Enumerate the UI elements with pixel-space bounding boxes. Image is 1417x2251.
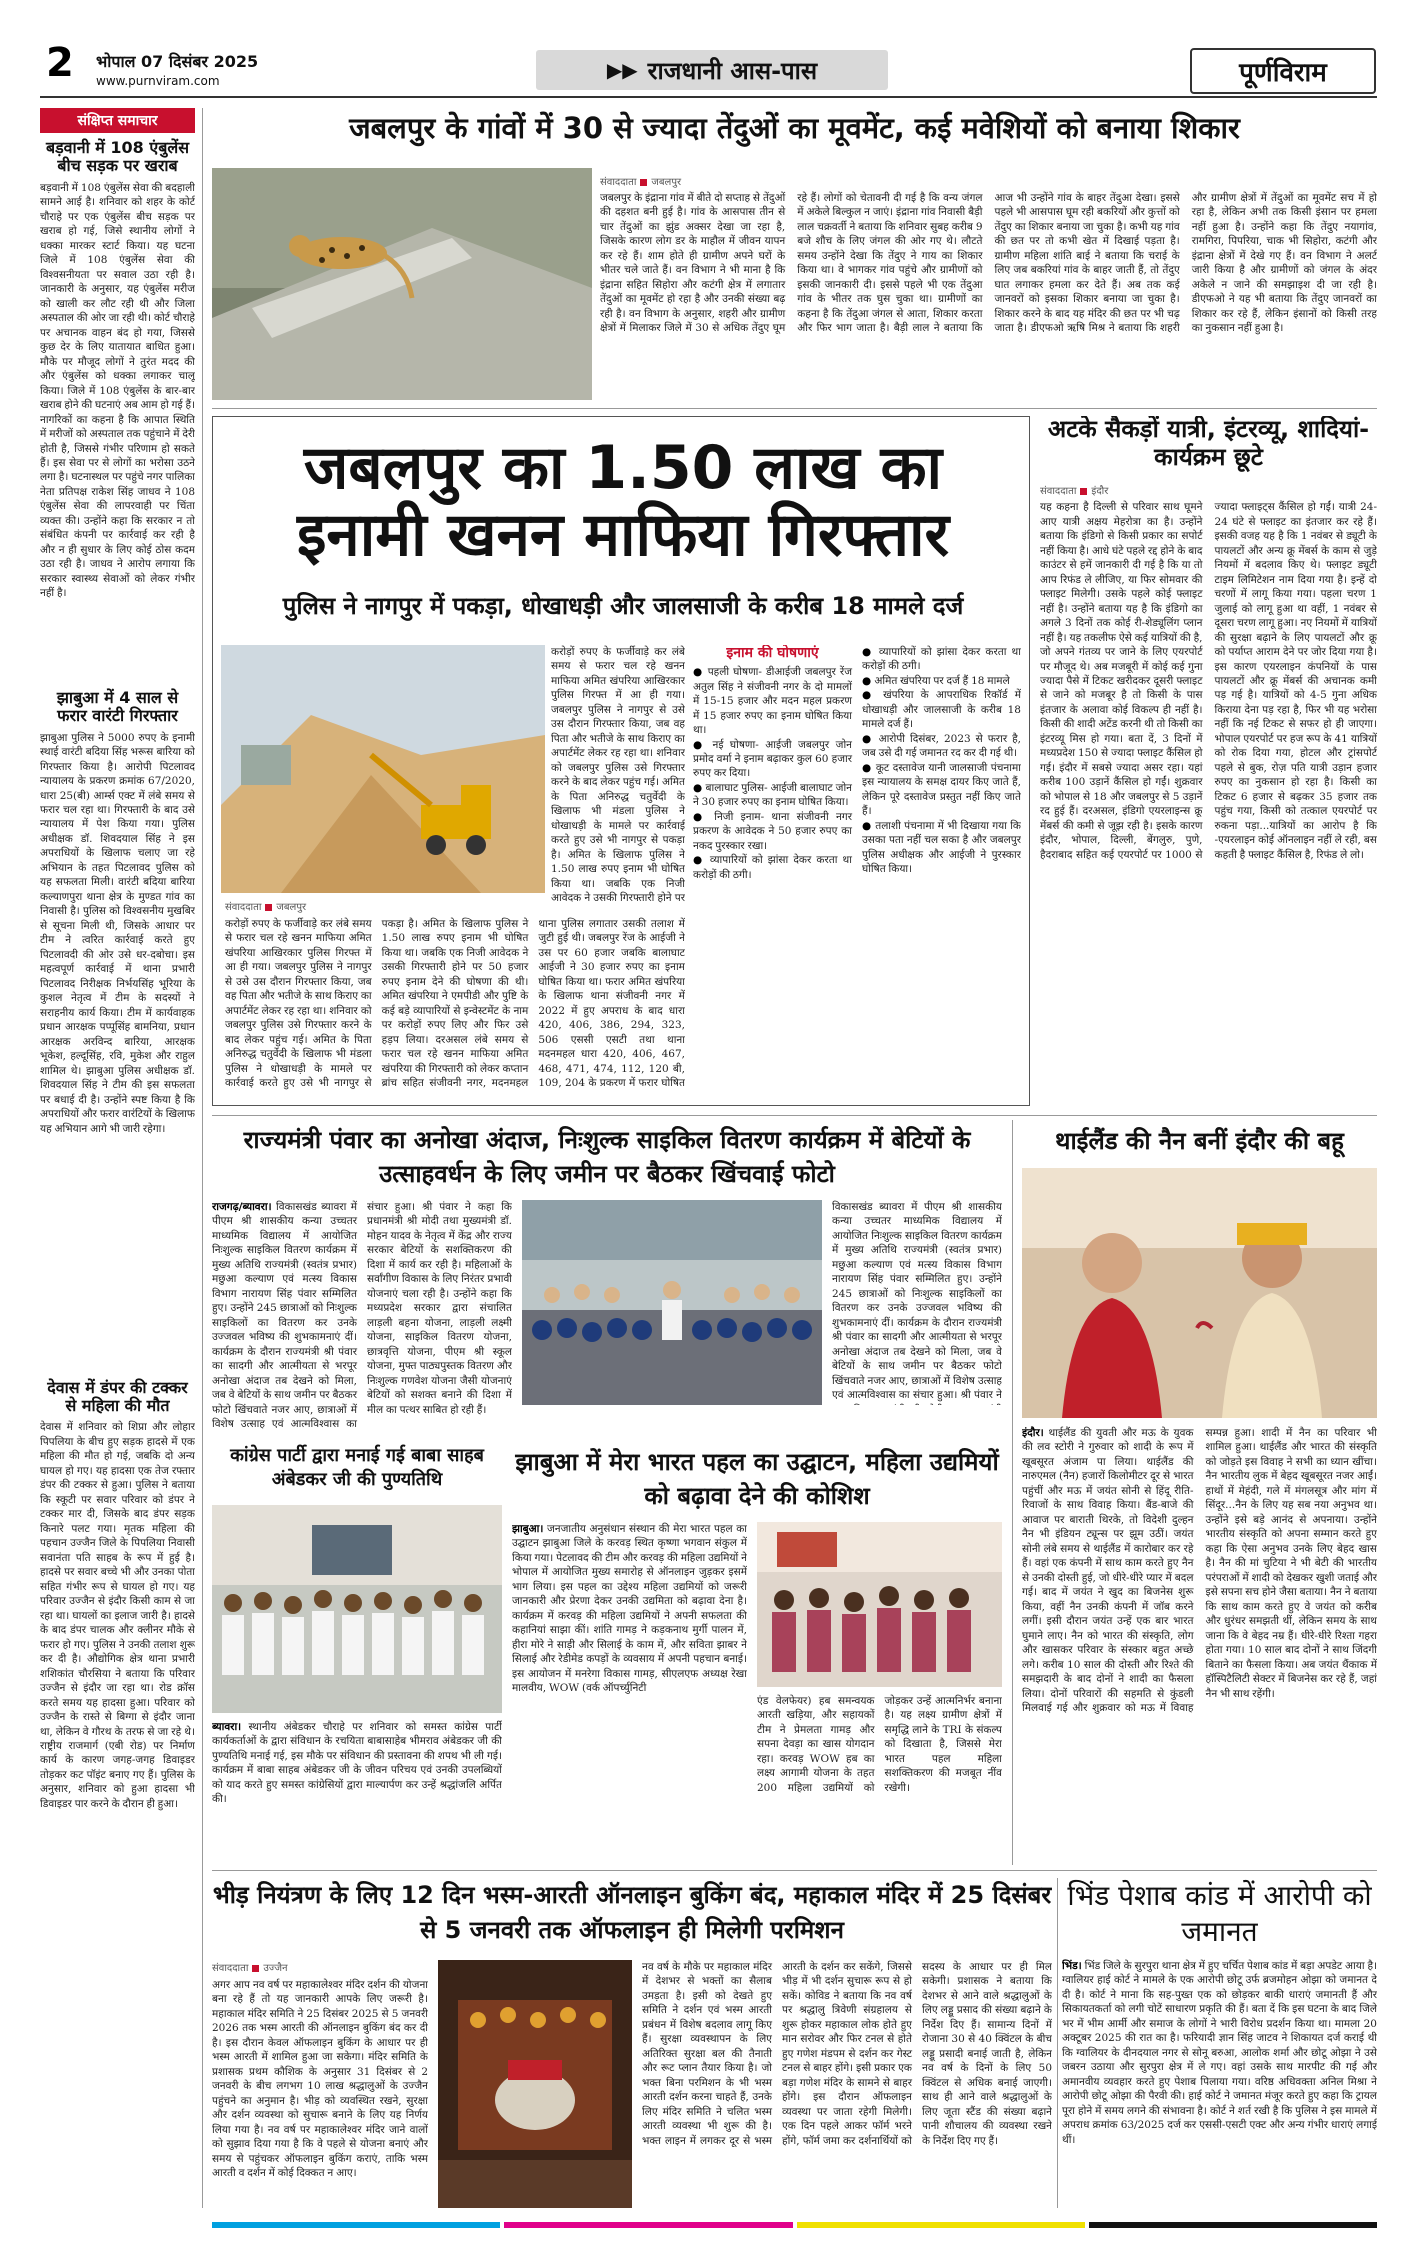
mahakal-byline: संवाददाता उज्जैन	[212, 1963, 288, 1974]
rule-3	[212, 1870, 1377, 1871]
cycle-article	[212, 1200, 1002, 1440]
mahakal-temple-illustration	[438, 1960, 632, 2208]
bhind-dateline: भिंड।	[1062, 1959, 1082, 1972]
wedding-photo	[1022, 1168, 1377, 1418]
mining-photo	[221, 645, 545, 893]
jhabua-headline: झाबुआ में मेरा भारत पहल का उद्घाटन, महिला उद्यमियों को बढ़ावा देने की कोशिश	[515, 1448, 999, 1510]
brief-1-title: बड़वानी में 108 एंबुलेंस बीच सड़क पर खराब	[45, 138, 190, 176]
jhabua-article	[512, 1522, 1002, 1862]
ambedkar-dateline: ब्यावरा।	[212, 1721, 242, 1733]
cycle-dateline: राजगढ़/ब्यावरा।	[212, 1201, 272, 1213]
mahakal-photo	[438, 1960, 632, 2208]
brief-news-sidebar	[40, 108, 195, 2208]
cycle-body-right: विकासखंड ब्यावरा में पीएम श्री शासकीय कन्या उच्चतर माध्यमिक विद्यालय में आयोजित निःशुल्क साइकिल वितरण कार्यक्रम में मुख्य अतिथि राज्यमंत्री (स्वतंत्र प्रभार) मछुआ कल्याण एवं मत्स्य विकास विभाग नारायण सिंह पंवार सम्मिलित हुए। उन्होंने 245 छात्राओं को निःशुल्क साइकिलों का वितरण कर उनके उज्जवल भविष्य की शुभकामनाएं दीं। कार्यक्रम के दौरान राज्यमंत्री श्री पंवार का सादगी और आत्मीयता से भरपूर अनोखा अंदाज तब देखने को मिला, जब वे बेटियों के साथ जमीन पर बैठकर फोटो खिंचवाते नजर आए, छात्राओं में विशेष उत्साह एवं आत्मविश्वास का संचार हुआ। श्री पंवार ने	[832, 1201, 1002, 1402]
logo-text: पूर्णविराम	[1239, 58, 1327, 88]
ambedkar-headline: कांग्रेस पार्टी द्वारा मनाई गई बाबा साहब अंबेडकर जी की पुण्यतिथि	[230, 1445, 484, 1491]
bhind-headline: भिंड पेशाब कांड में आरोपी को जमानत	[1067, 1879, 1372, 1949]
jhabua-photo	[757, 1522, 1002, 1687]
mining-illustration	[221, 645, 545, 893]
thai-body: इंदौर। थाईलैंड की युवती और मऊ के युवक की लव स्टोरी ने गुरुवार को शादी के रूप में खूबसूरत अंजाम पा लिया। थाईलैंड की नारुएमल (नैन) हजारों किलोमीटर दूर से भारत पहुंचीं और मऊ में जयंत सोनी से हिंदू रीति-रिवाजों के साथ विवाह किया। बैंड-बाजे की आवाज पर बाराती थिरके, तो विदेशी दुल्हन नैन भी इंडियन ट्यून्स पर झूम उठीं। जयंत सोनी लंबे समय से थाईलैंड में कारोबार कर रहे हैं। वहां एक कंपनी में साथ काम करते हुए नैन से उनकी दोस्ती हुई, जो धीरे-धीरे प्यार में बदल गई। बाद में जयंत ने खुद का बिजनेस शुरू किया, वहीं नैन उनकी कंपनी में जॉब करने लगीं। इसी दौरान जयंत उन्हें एक बार भारत घुमाने लाए। नैन को भारत की संस्कृति, लोग और खासकर परिवार के संस्कार बहुत अच्छे लगे। करीब 10 साल की दोस्ती और रिश्ते की समझदारी के बाद दोनों ने शादी का फैसला लिया। दोनों परिवारों की सहमति से कुंडली मिलवाई गई और शुक्रवार को मऊ में विवाह सम्पन्न हुआ। शादी में नैन का परिवार भी शामिल हुआ। थाईलैंड और भारत की संस्कृति को जोड़ते इस विवाह ने सभी का ध्यान खींचा। नैन भारतीय लुक में बेहद खूबसूरत नजर आईं। हाथों में मेहंदी, गले में मंगलसूत्र और मांग में सिंदूर...नैन के लिए यह सब नया अनुभव था। उन्होंने इसे बड़े आनंद से अपनाया। उन्होंने भारतीय संस्कृति को अपना सम्मान करते हुए कहा कि ऐसा अनुभव उनके लिए बेहद खास है। नैन की मां चुटिया ने भी बेटी की भारतीय परंपराओं में शादी को देखकर खुशी जताई और इसे सपना सच होने जैसा बताया। नैन ने बताया कि साथ काम करते हुए वे जयंत को करीब और धुरंधर समझती थीं, लेकिन समय के साथ जाना कि वे बेहद नम्र हैं। धीरे-धीरे रिश्ता गहरा होता गया। 10 साल बाद दोनों ने साथ जिंदगी बिताने का फैसला किया। अब जयंत थैंकाक में हॉस्पिटैलिटी सेक्टर में बिजनेस कर रहे हैं, जहां नैन भी साथ रहेंगी।	[1022, 1427, 1377, 1715]
thai-divider	[1012, 1120, 1013, 1865]
reward-item: ● आरोपी दिसंबर, 2023 से फरार है, जब उसे दी गई जमानत रद कर दी गई थी।	[862, 732, 1021, 760]
leopard-byline: संवाददाता जबलपुर	[600, 177, 682, 188]
flight-body: यह कहना है दिल्ली से परिवार साथ घूमने आए यात्री अक्षय मेहरोत्रा का है। उन्होंने बताया कि इंडिगो से किसी प्रकार का सपोर्ट नहीं किया है। आधे घंटे पहले रद्द होने के बाद काउंटर से हमें जानकारी दी गई है कि या तो आप रिफंड ले लीजिए, या फिर सोमवार की फ्लाइट मिलेगी। उसके पहले कोई फ्लाइट नहीं है। उन्होंने बताया यह है कि इंडिगो का अगले 3 दिनों तक कोई री-शेड्यूलिंग प्लान नहीं है। यह तकलीफ ऐसे कई यात्रियों की है, जो अपने गंतव्य पर जाने के लिए एयरपोर्ट पर मौजूद थे। अब मजबूरी में कोई कई गुना ज्यादा पैसे में टिकट खरीदकर दूसरी फ्लाइट से जाने को मजबूर है तो किसी के पास इंतजार के अलावा कोई विकल्प ही नहीं है। किसी की शादी अटेंड करनी थी तो किसी का इंटरव्यू मिस हो गया। बता दें, 3 दिनों में मध्यप्रदेश 150 से ज्यादा फ्लाइट कैंसिल हो गई। इंदौर में सबसे ज्यादा असर रहा। यहां करीब 100 उड़ानें कैंसिल हो गईं। शुक्रवार को भोपाल से 18 और जबलपुर से 5 उड़ानें रद हुई हैं। दरअसल, इंडिगो एयरलाइन्स क्रू मेंबर्स की कमी से जूझ रही है। इसके कारण इंदौर, भोपाल, दिल्ली, बेंगलुरु, पुणे, हैदराबाद सहित कई एयरपोर्ट पर 1000 से ज्यादा फ्लाइट्स कैंसिल हो गईं। यात्री 24-24 घंटे से फ्लाइट का इंतजार कर रहे हैं। इसकी वजह यह है कि 1 नवंबर से ड्यूटी के पायलटों और अन्य क्रू मेंबर्स के काम से जुड़े नियमों में बदलाव किए थे। फ्लाइट ड्यूटी टाइम लिमिटेशन नाम दिया गया है। इन्हें दो चरणों में लागू किया गया। पहला चरण 1 जुलाई को लागू हुआ था वहीं, 1 नवंबर से दूसरा चरण लागू हुआ। नए नियमों में यात्रियों की सुरक्षा बढ़ाने के लिए पायलटों और क्रू को पर्याप्त आराम देने पर जोर दिया गया है। इस कारण एयरलाइन कंपनियों के पास पायलटों और क्रू मेंबर्स की अचानक कमी पड़ गई है। यात्रियों को 4-5 गुना अधिक किराया देना पड़ रहा है, फिर भी यह भरोसा नहीं कि नई टिकट से सफर हो ही जाएगा। भोपाल एयरपोर्ट पर हज रूप के 41 यात्रियों को रोक दिया गया, होटल और ट्रांसपोर्ट पहले से बुक, रोज़ पति यात्री उड़ान हजार रुपए का नुकसान हो रहा है। किसी का टिकट 6 हजार से बढ़कर 35 हजार तक पहुंच गया, किसी को तत्काल एयरपोर्ट पर रुकना पड़ा...यात्रियों का आरोप है कि -एयरलाइन कोई ऑनलाइन नहीं ले रही, बस कहती है फ्लाइट कैंसिल है, रिफंड ले लो।	[1040, 501, 1377, 861]
mafia-box	[212, 416, 1030, 1106]
magenta-mark	[504, 2222, 792, 2228]
wedding-illustration	[1022, 1168, 1377, 1418]
ambedkar-body: ब्यावरा। स्थानीय अंबेडकर चौराहे पर शनिवार को समस्त कांग्रेस पार्टी कार्यकर्ताओं के द्वारा संविधान के रचयिता बाबासाहेब भीमराव अंबेडकर जी की पुण्यतिथि मनाई गई, इस मौके पर संविधान की प्रस्तावना की शपथ भी ली गई। कार्यक्रम में बाबा साहब अंबेडकर जी के जीवन परिचय एवं उनकी उपलब्धियों को याद करते हुए समस्त कांग्रेसियों द्वारा माल्यार्पण कर उन्हें श्रद्धांजलि अर्पित की।	[212, 1721, 502, 1806]
rule-2	[212, 1115, 1377, 1116]
mafia-byline: संवाददाता जबलपुर	[225, 902, 307, 913]
jhabua-dateline: झाबुआ।	[512, 1523, 544, 1535]
masthead	[0, 0, 1417, 100]
reward-item: ● पहली घोषणा- डीआईजी जबलपुर रेंज अतुल सिंह ने संजीवनी नगर के दो मामलों में 15-15 हजार और मदन महल प्रकरण में 15 हजार रुपए का इनाम घोषित किया था।	[693, 666, 852, 737]
cycle-body-left: राजगढ़/ब्यावरा। विकासखंड ब्यावरा में पीएम श्री शासकीय कन्या उच्चतर माध्यमिक विद्यालय में आयोजित निःशुल्क साइकिल वितरण कार्यक्रम में मुख्य अतिथि राज्यमंत्री (स्वतंत्र प्रभार) मछुआ कल्याण एवं मत्स्य विकास विभाग नारायण सिंह पंवार सम्मिलित हुए। उन्होंने 245 छात्राओं को निःशुल्क साइकिलों का वितरण कर उनके उज्जवल भविष्य की शुभकामनाएं दीं। कार्यक्रम के दौरान राज्यमंत्री श्री पंवार का सादगी और आत्मीयता से भरपूर अनोखा अंदाज तब देखने को मिला, जब वे बेटियों के साथ जमीन पर बैठकर फोटो खिंचवाते नजर आए, छात्राओं में विशेष उत्साह एवं आत्मविश्वास का संचार हुआ। श्री पंवार ने कहा कि प्रधानमंत्री श्री मोदी तथा मुख्यमंत्री डॉ. मोहन यादव के नेतृत्व में केंद्र और राज्य सरकार बेटियों के सशक्तिकरण की दिशा में कार्य कर रही है। महिलाओं के सर्वांगीण विकास के लिए निरंतर प्रभावी योजनाएं चला रही है। उन्होंने कहा कि मध्यप्रदेश सरकार द्वारा संचालित लाड़ली बहना योजना, लाड़ली लक्ष्मी योजना, साइकिल वितरण योजना, छात्रवृत्ति योजना, पीएम श्री स्कूल योजना, मुफ्त पाठ्यपुस्तक वितरण और निःशुल्क गणवेश योजना जैसी योजनाएं बेटियों को सशक्त बनाने की दिशा में मील का पत्थर साबित हो रही हैं।	[212, 1201, 512, 1431]
black-mark	[1089, 2222, 1377, 2228]
brief-1-body: बड़वानी में 108 एंबुलेंस सेवा की बदहाली सामने आई है। शनिवार को शहर के कोर्ट चौराहे पर एक एंबुलेंस बीच सड़क पर खराब हो गई, जिसे स्थानीय लोगों ने धक्का मारकर स्टार्ट किया। यह घटना जिले में 108 एंबुलेंस सेवा की विश्वसनीयता पर सवाल उठा रही है। जानकारी के अनुसार, यह एंबुलेंस मरीज को खाली कर लौट रही थी और जिला अस्पताल की ओर जा रही थी। कोर्ट चौराहे पर अचानक वाहन बंद हो गया, जिससे कुछ देर के लिए यातायात बाधित हुआ। मौके पर मौजूद लोगों ने तुरंत मदद की और एंबुलेंस को धक्का लगाकर चालू किया। जिले में 108 एंबुलेंस के बार-बार खराब होने की घटनाएं अब आम हो गई हैं। नागरिकों का कहना है कि आपात स्थिति में मरीजों को अस्पताल तक पहुंचाने में देरी होती है, जिससे गंभीर परिणाम हो सकते हैं। इस सेवा पर से लोगों का भरोसा उठने लगा है। घटनास्थल पर पहुंचे नगर पालिका नेता प्रतिपक्ष राकेश सिंह जाधव ने 108 एंबुलेंस सेवा की लापरवाही पर चिंता व्यक्त की। उन्होंने कहा कि सरकार न तो संबंधित कंपनी पर कार्रवाई कर रही है और न ही सुधार के लिए कोई ठोस कदम उठा रही है। जाधव ने आरोप लगाया कि सरकार स्वास्थ्य सेवाओं को लेकर गंभीर नहीं है।	[40, 181, 195, 600]
reward-item: ● तलाशी पंचनामा में भी दिखाया गया कि उसका पता नहीं चल सका है और जबलपुर पुलिस अधीक्षक और आईजी ने पुरस्कार घोषित किया।	[862, 819, 1021, 876]
section-banner	[536, 50, 888, 90]
reward-item: ● व्यापारियों को झांसा देकर करता था करोड़ों की ठगी।	[862, 646, 1021, 673]
mafia-headline: जबलपुर का 1.50 लाख का इनामी खनन माफिया गिरफ्तार	[296, 433, 950, 571]
mafia-body-right: करोड़ों रुपए के फर्जीवाड़े कर लंबे समय से फरार चल रहे खनन माफिया अमित खंपरिया आखिरकार पुलिस गिरफ्त में आ ही गया। जबलपुर पुलिस ने नागपुर से उसे उस दौरान गिरफ्तार किया, जब वह पिता और भतीजे के साथ किराए का अपार्टमेंट लेकर रह रहा था। शनिवार को जबलपुर पुलिस उसे गिरफ्तार करने के बाद लेकर पहुंच गई। अमित के पिता अनिरुद्ध चतुर्वेदी के खिलाफ भी मंडला पुलिस ने धोखाधड़ी के मामले पर कार्रवाई करते हुए उसे भी नागपुर से पकड़ा है। अमित के खिलाफ पुलिस ने 1.50 लाख रुपए इनाम भी घोषित किया था। जबकि एक निजी आवेदक ने उसकी गिरफ्तारी होने पर	[551, 646, 685, 905]
reward-item: ● नई घोषणा- आईजी जबलपुर जोन प्रमोद वर्मा ने इनाम बढ़ाकर कुल 60 हजार रुपए कर दिया।	[693, 738, 852, 780]
reward-item: ● निजी इनाम- थाना संजीवनी नगर प्रकरण के आवेदक ने 50 हजार रुपए का नकद पुरस्कार रखा।	[693, 810, 852, 852]
leopard-photo	[212, 168, 592, 400]
print-registration-bar	[212, 2222, 1377, 2228]
mahakal-article	[212, 1960, 1052, 2210]
flight-headline: अटके सैकड़ों यात्री, इंटरव्यू, शादियां-कार्यक्रम छूटे	[1047, 416, 1370, 471]
page-number: 2	[46, 40, 74, 86]
leopard-headline: जबलपुर के गांवों में 30 से ज्यादा तेंदुओं का मूवमेंट, कई मवेशियों को बनाया शिकार	[349, 111, 1240, 145]
site-url[interactable]: www.purnviram.com	[96, 74, 220, 88]
yellow-mark	[797, 2222, 1085, 2228]
ambedkar-event-illustration	[212, 1505, 502, 1713]
mahakal-body-1: अगर आप नव वर्ष पर महाकालेश्वर मंदिर दर्शन की योजना बना रहे हैं तो यह जानकारी आपके लिए जरूरी है। महाकाल मंदिर समिति ने 25 दिसंबर 2025 से 5 जनवरी 2026 तक भस्म आरती की ऑनलाइन बुकिंग बंद कर दी है। इस दौरान केवल ऑफलाइन बुकिंग के आधार पर ही भस्म आरती में शामिल हुआ जा सकेगा। मंदिर समिति के प्रशासक प्रथम कौशिक के अनुसार 31 दिसंबर से 2 जनवरी के बीच लगभग 10 लाख श्रद्धालुओं के उज्जैन पहुंचने का अनुमान है। भीड़ को व्यवस्थित रखने, सुरक्षा और दर्शन व्यवस्था को सुचारू बनाने के लिए यह निर्णय लिया गया है। नव वर्ष पर महाकालेश्वर मंदिर जाने वालों को सुझाव दिया गया है कि वे पहले से योजना बनाएं और समय से पहुंचकर ऑफलाइन बुकिंग कराएं, ताकि भस्म आरती व दर्शन में कोई दिक्कत न आए।	[212, 1979, 428, 2180]
reward-box	[693, 645, 1021, 1097]
issue-date: भोपाल 07 दिसंबर 2025	[96, 52, 259, 71]
brief-3-body: देवास में शनिवार को शिप्रा और लोहार पिपलिया के बीच हुए सड़क हादसे में एक महिला की मौत हो गई, जबकि दो अन्य घायल हो गए। यह हादसा एक तेज रफ्तार डंपर की टक्कर से हुआ। पुलिस ने बताया कि स्कूटी पर सवार परिवार को डंपर ने टक्कर मार दी, जिसके बाद डंपर सड़क किनारे पलट गया। मृतक महिला की पहचान उज्जैन जिले के पिपलिया निवासी सवानंता पति साहब के रूप में हुई है। हादसे पर सवार बच्चे भी और उनका पोता सहित गंभीर रूप से घायल हो गए। यह परिवार उज्जैन से इंदौर किसी काम से जा रहा था। घायलों का इलाज जारी है। हादसे के बाद डंपर चालक और क्लीनर मौके से फरार हो गए। पुलिस ने उनकी तलाश शुरू कर दी है। औद्योगिक क्षेत्र थाना प्रभारी शशिकांत चौरसिया ने बताया कि परिवार उज्जैन से इंदौर जा रहा था। रोड क्रॉस करते समय यह हादसा हुआ। परिवार को उज्जैन के रास्ते से बिग्गा से इंदौर जाना था, लेकिन वे गौरथ के तरफ से जा रहे थे। राष्ट्रीय राजमार्ग (एबी रोड) पर निर्माण कार्य के कारण जगह-जगह डिवाइडर तोड़कर कट पॉइंट बनाए गए हैं। पुलिस के अनुसार, शनिवार को हुआ हादसा भी डिवाइडर पार करने के दौरान ही हुआ।	[40, 1421, 195, 1810]
section-title: राजधानी आस-पास	[647, 56, 818, 85]
reward-box-title: इनाम की घोषणाएं	[726, 645, 819, 661]
jhabua-event-illustration	[757, 1522, 1002, 1687]
reward-item: ● व्यापारियों को झांसा देकर करता था करोड़ों की ठगी।	[693, 854, 852, 881]
bhind-box	[1062, 1878, 1377, 2208]
leopard-body: जबलपुर के इंद्राना गांव में बीते दो सप्ताह से तेंदुओं की दहशत बनी हुई है। गांव के आसपास तीन से चार तेंदुओं का झुंड अक्सर देखा जा रहा है, जिसके कारण लोग डर के माहौल में जीवन यापन कर रहे हैं। शाम होते ही ग्रामीण अपने घरों के भीतर चले जाते हैं। वन विभाग ने भी माना है कि इंद्राना सहित सिहोरा और कटंगी क्षेत्र में लगातार तेंदुओं का मूवमेंट हो रहा है और उनकी संख्या बढ़ रही है। वन विभाग के अनुसार, शहरी और ग्रामीण क्षेत्रों में मिलाकर जिले में 30 से अधिक तेंदुए घूम रहे हैं। लोगों को चेतावनी दी गई है कि वन्य जंगल में अकेले बिल्कुल न जाएं। इंद्राना गांव निवासी बैड़ी लाल चक्रवर्ती ने बताया कि शनिवार सुबह करीब 9 बजे शौच के लिए जंगल की ओर गए थे। लौटते समय उन्होंने देखा कि तेंदुए ने गाय का शिकार किया था। वे भागकर गांव पहुंचे और ग्रामीणों को इसकी जानकारी दी। इससे पहले भी एक तेंदुआ गांव के भीतर तक घुस चुका था। ग्रामीणों का कहना है कि तेंदुआ जंगल से आता, शिकार करता और फिर भाग जाता है। बैड़ी लाल ने बताया कि आज भी उन्होंने गांव के बाहर तेंदुआ देखा। इससे पहले भी आसपास घूम रही बकरियों और कुत्तों को तेंदुए का शिकार बनाया जा चुका है। कभी यह गांव की छत पर तो कभी खेत में दिखाई पड़ता है। ग्रामीण महिला शांति बाई ने बताया कि चराई के लिए जब बकरियां गांव के बाहर जाती हैं, तो तेंदुए घात लगाकर हमला कर देते हैं। अब तक कई जानवरों को इसका शिकार बनाया जा चुका है। शिकार करने के बाद यह मंदिर की छत पर भी चढ़ जाता है। डीएफओ ऋषि मिश्र ने बताया कि शहरी और ग्रामीण क्षेत्रों में तेंदुओं का मूवमेंट सच में हो रहा है, लेकिन अभी तक किसी इंसान पर हमला नहीं हुआ है। उन्होंने कहा कि तेंदुए नयागांव, रामगिरा, पिपरिया, चाक भी सिहोरा, कटंगी और इंद्राना क्षेत्रों में देखे गए हैं। वन विभाग ने अलर्ट जारी किया है और ग्रामीणों को जंगल के अंदर अकेले न जाने की समझाइश दी जा रही है। डीएफओ ने यह भी बताया कि तेंदुए जानवरों का शिकार कर रहे हैं, लेकिन इंसानों को किसी तरह का नुकसान नहीं हुआ है।	[600, 192, 1377, 335]
thai-headline: थाईलैंड की नैन बनीं इंदौर की बहू	[1055, 1127, 1344, 1155]
cycle-photo	[522, 1200, 822, 1405]
masthead-rule	[40, 96, 1377, 98]
mafia-body: करोड़ों रुपए के फर्जीवाड़े कर लंबे समय से फरार चल रहे खनन माफिया अमित खंपरिया आखिरकार पुलिस गिरफ्त में आ ही गया। जबलपुर पुलिस ने नागपुर से उसे उस दौरान गिरफ्तार किया, जब वह पिता और भतीजे के साथ किराए का अपार्टमेंट लेकर रह रहा था। शनिवार को जबलपुर पुलिस उसे गिरफ्तार करने के बाद लेकर पहुंच गई। अमित के पिता अनिरुद्ध चतुर्वेदी के खिलाफ भी मंडला पुलिस ने धोखाधड़ी के मामले पर कार्रवाई करते हुए उसे भी नागपुर से पकड़ा है। अमित के खिलाफ पुलिस ने 1.50 लाख रुपए इनाम भी घोषित किया था। जबकि एक निजी आवेदक ने उसकी गिरफ्तारी होने पर 50 हजार रुपए इनाम देने की घोषणा की थी। अमित खंपरिया ने एमपीडी और पुष्टि के कई बड़े व्यापारियों से इन्वेस्टमेंट के नाम पर करोड़ों रुपए लिए और फिर उसे हड़प लिया। दरअसल लंबे समय से फरार चल रहे खनन माफिया अमित खंपरिया की गिरफ्तारी को लेकर कप्तान ब्रांच सहित संजीवनी नगर, मदनमहल थाना पुलिस लगातार उसकी तलाश में जुटी हुई थी। जबलपुर रेंज के आईजी ने उस पर 60 हजार जबकि बालाघाट आईजी ने 30 हजार रुपए का इनाम घोषित किया था। फरार अमित खंपरिया के खिलाफ थाना संजीवनी नगर में 2022 में हुए अपराध के बाद धारा 420, 406, 386, 294, 323, 506 एससी एसटी तथा थाना मदनमहल धारा 420, 406, 467, 468, 471, 474, 112, 120 बी, 109, 204 के प्रकरण में फरार घोषित	[225, 918, 685, 1090]
reward-item: ● कूट दस्तावेज यानी जालसाजी पंचनामा इस न्यायालय के समक्ष दायर किए जाते हैं, लेकिन पूरे दस्तावेज प्रस्तुत नहीं किए जाते हैं।	[862, 761, 1021, 818]
brief-news-label: संक्षिप्त समाचार	[40, 108, 195, 133]
brief-2-body: झाबुआ पुलिस ने 5000 रुपए के इनामी स्थाई वारंटी बदिया सिंह भरूस बारिया को गिरफ्तार किया है। आरोपी पिटलावद न्यायालय के प्रकरण क्रमांक 67/2020, धारा 25(बी) आर्म्स एक्ट में लंबे समय से फरार चल रहा था। गिरफ्तारी के बाद उसे न्यायालय में पेश किया गया। पुलिस अधीक्षक डॉ. शिवदयाल सिंह ने इस अपराधियों के खिलाफ चलाए जा रहे अभियान के तहत पिटलावद पुलिस को यह सफलता मिली। वारंटी बदिया बारिया कल्याणपुरा थाना क्षेत्र के मुण्डत गांव का निवासी है। पुलिस को विश्वसनीय मुखबिर से सूचना मिली थी, जिसके आधार पर टीम ने त्वरित कार्रवाई करते हुए पिटलावदी की ओर उसे धर-दबोचा। इस महत्वपूर्ण कार्रवाई में थाना प्रभारी पिटलावद निरीक्षक निर्भयसिंह भूरिया के कुशल नेतृत्व में टीम के सदस्यों ने सराहनीय कार्य किया। टीम में कार्यवाहक प्रधान आरक्षक पप्पूसिंह बामनिया, प्रधान आरक्षक अरविन्द बारिया, आरक्षक भूकेश, हल्दूसिंह, रवि, मुकेश और राहुल शामिल थे। झाबुआ पुलिस अधीक्षक डॉ. शिवदयाल सिंह ने टीम की इस सफलता पर बधाई दी है। उन्होंने स्पष्ट किया है कि अपराधियों और फरार वारंटियों के खिलाफ यह अभियान आगे भी जारी रहेगा।	[40, 731, 195, 1135]
mahakal-headline: भीड़ नियंत्रण के लिए 12 दिन भस्म-आरती ऑनलाइन बुकिंग बंद, महाकाल मंदिर में 25 दिसंबर से 5 जनवरी तक ऑफलाइन ही मिलेगी परमिशन	[212, 1881, 1052, 1944]
flight-article	[1040, 416, 1377, 1106]
reward-item: ● बालाघाट पुलिस- आईजी बालाघाट जोन ने 30 हजार रुपए का इनाम घोषित किया।	[693, 781, 852, 809]
ambedkar-photo	[212, 1505, 502, 1713]
leopard-article	[600, 170, 1377, 402]
jhabua-body-1: झाबुआ। जनजातीय अनुसंधान संस्थान की मेरा भारत पहल का उद्घाटन झाबुआ जिले के करवड़ स्थित कृष्णा भगवान संकुल में किया गया। पेटलावद की टीम और करवड़ की महिला उद्यमियों ने भोपाल में आयोजित मुख्य समारोह से ऑनलाइन जुड़कर इसमें भाग लिया। इस पहल का उद्देश्य महिला उद्यमियों को जरूरी जानकारी और प्रेरणा देकर उनकी उद्यमिता को बढ़ावा देना है। कार्यक्रम में करवड़ की महिला उद्यमियों ने अपनी सफलता की कहानियां साझा कीं। शांति गामड़ ने कड़कनाथ मुर्गी पालन में, हीरा मोरे ने साड़ी और सिलाई के काम में, और सविता झाबर ने सिलाई और रेडीमेड कपड़ों के व्यवसाय में अपनी पहचान बनाई। इस आयोजन में मनरेगा विकास गामड़, सीएलएफ अध्यक्ष रेखा मालवीय, WOW (वर्क ऑपर्च्युनिटी	[512, 1523, 747, 1695]
bhind-body: भिंड। भिंड जिले के सुरपुरा थाना क्षेत्र में हुए चर्चित पेशाब कांड में बड़ा अपडेट आया है। ग्वालियर हाई कोर्ट ने मामले के एक आरोपी छोटू उर्फ ब्रजमोहन ओझा को जमानत दे दी है। कोर्ट ने माना कि सह-पुख्त एक को छोड़कर बाकी धाराएं जमानती हैं और सिकायतकर्ता को लगी चोटें साधारण प्रकृति की हैं। बता दें कि इस घटना के बाद जिले भर में भीम आर्मी और समाज के लोगों ने भारी विरोध प्रदर्शन किया था। मामला 20 अक्टूबर 2025 की रात का है। फरियादी ज्ञान सिंह जाटव ने शिकायत दर्ज कराई थी कि ग्वालियर के दीनदयाल नगर से सोनू बरुआ, आलोक शर्मा और छोटू ओझा ने उसे जबरन उठाया और सुरपुरा क्षेत्र में ले गए। वहां उसके साथ मारपीट की गई और अमानवीय व्यवहार करते हुए पेशाब पिलाया गया। वरिष्ठ अधिवक्ता अनिल मिश्रा ने आरोपी छोटू ओझा की पैरवी की। हाई कोर्ट ने जमानत मंजूर करते हुए कहा कि ट्रायल पूरा होने में समय लगने की संभावना है। कोर्ट ने शर्त रखी है कि पुलिस ने इस मामले में अपराध क्रमांक 63/2025 दर्ज कर एससी-एसटी एक्ट और अन्य गंभीर धाराएं लगाई थीं।	[1062, 1959, 1377, 2146]
reward-item: ● खंपरिया के आपराधिक रिकॉर्ड में धोखाधड़ी और जालसाजी के करीब 18 मामले दर्ज हैं।	[862, 689, 1021, 731]
cycle-event-illustration	[522, 1200, 822, 1405]
cycle-headline: राज्यमंत्री पंवार का अनोखा अंदाज, निःशुल्क साइकिल वितरण कार्यक्रम में बेटियों के उत्साहवर्धन के लिए जमीन पर बैठकर खिंचवाई फोटो	[243, 1126, 971, 1188]
flight-byline: संवाददाता इंदौर	[1040, 486, 1109, 498]
brief-2-title: झाबुआ में 4 साल से फरार वारंटी गिरफ्तार	[56, 687, 179, 726]
leopard-illustration	[212, 168, 592, 400]
thai-dateline: इंदौर।	[1022, 1427, 1044, 1439]
cyan-mark	[212, 2222, 500, 2228]
reward-item: ● अमित खंपरिया पर दर्ज हैं 18 मामले	[862, 674, 1010, 687]
sidebar-divider	[202, 108, 203, 2208]
jhabua-body-2: एंड वेलफेयर) हब समन्वयक आरती खड़िया, और सहायकों टीम ने प्रेमलता गामड़ और सपना देवड़ा का खास योगदान रहा। करवड़ WOW हब का लक्ष्य आगामी योजना के तहत 200 महिला उद्यमियों को जोड़कर उन्हें आत्मनिर्भर बनाना है। यह लक्ष्य ग्रामीण क्षेत्रों में समृद्धि लाने के TRI के संकल्प को दिखाता है, जिससे मेरा भारत पहल महिला सशक्तिकरण की मजबूत नींव रखेगी।	[757, 1695, 1002, 1794]
mafia-subhead: पुलिस ने नागपुर में पकड़ा, धोखाधड़ी और जालसाजी के करीब 18 मामले दर्ज	[282, 592, 964, 620]
rule-1	[212, 408, 1377, 409]
mahakal-body-2: नव वर्ष के मौके पर महाकाल मंदिर में देशभर से भक्तों का सैलाब उमड़ता है। इसी को देखते हुए समिति ने दर्शन एवं भस्म आरती प्रबंधन में विशेष बदलाव लागू किए हैं। सुरक्षा व्यवस्थापन के लिए अतिरिक्त सुरक्षा बल की तैनाती और रूट प्लान तैयार किया है। जो भक्त बिना परमिशन के भी भस्म आरती दर्शन करना चाहते हैं, उनके लिए मंदिर समिति ने चलित भस्म आरती व्यवस्था भी शुरू की है। भक्त लाइन में लगकर दूर से भस्म आरती के दर्शन कर सकेंगे, जिससे भीड़ में भी दर्शन सुचारू रूप से हो सकें। कोविड ने बताया कि नव वर्ष पर श्रद्धालु त्रिवेणी संग्रहालय से शुरू होकर महाकाल लोक होते हुए मान सरोवर और फिर टनल से होते हुए गणेश मंडपम से दर्शन कर गेस्ट टनल से बाहर होंगे। इसी प्रकार एक बड़ा गणेश मंदिर के सामने से बाहर होंगे। इस दौरान ऑफलाइन व्यवस्था पर जाता रहेगी मिलेगी। एक दिन पहले आकर फॉर्म भरने होंगे, फॉर्म जमा कर दर्शनार्थियों को सदस्य के आधार पर ही मिल सकेगी। प्रशासक ने बताया कि देशभर से आने वाले श्रद्धालुओं के लिए लड्डू प्रसाद की संख्या बढ़ाने के निर्देश दिए हैं। सामान्य दिनों में रोजाना 30 से 40 क्विंटल के बीच लड्डू प्रसादी बनाई जाती है, लेकिन नव वर्ष के दिनों के लिए 50 क्विंटल से अधिक बनाई जाएगी। साथ ही आने वाले श्रद्धालुओं के लिए जूता स्टैंड की संख्या बढ़ाने पानी शौचालय की व्यवस्था रखने के निर्देश दिए गए हैं।	[642, 1961, 1052, 2147]
section-arrow-icon: ▶▶	[606, 58, 638, 82]
brief-3-title: देवास में डंपर की टक्कर से महिला की मौत	[47, 1377, 188, 1415]
newspaper-logo	[1190, 48, 1376, 94]
bhind-divider	[1057, 1878, 1058, 2208]
